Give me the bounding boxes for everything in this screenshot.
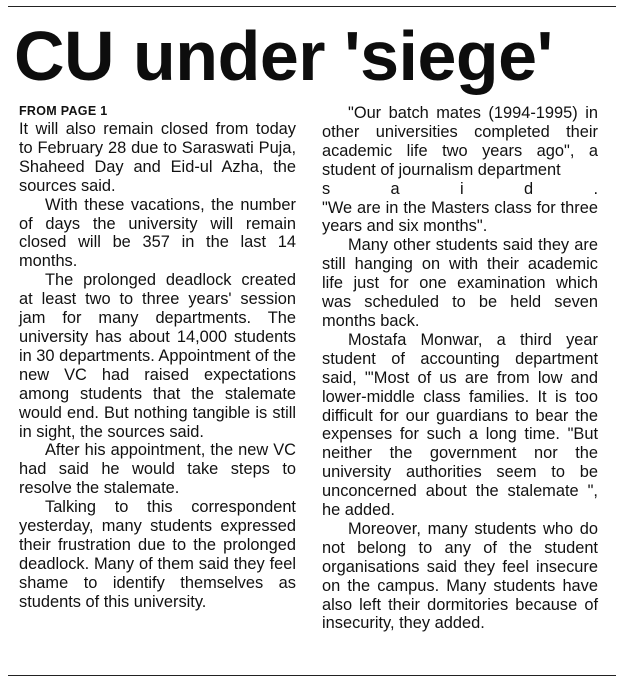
paragraph: "Our batch mates (1994-1995) in other universities completed their academic life two years ago", a student of journalism department [322,104,598,179]
spread-said-line: s a i d . [322,179,598,198]
paragraph: Many other students said they are still hanging on with their academic life just for one examination which was scheduled to be held seven months back. [322,236,598,330]
article-column-right [322,104,598,633]
paragraph: Talking to this correspondent yesterday, many students expressed their frustration due to the prolonged deadlock. Many of them said they feel shame to identify themselves as students of this university. [19,498,296,611]
paragraph: After his appointment, the new VC had said he would take steps to resolve the stalemate. [19,441,296,498]
top-rule [8,6,616,7]
headline: CU under 'siege' [14,17,553,95]
paragraph: The prolonged deadlock created at least two to three years' session jam for many departments. The university has about 14,000 students in 30 departments. Appointment of the new VC had raised expectations among students that the stalemate would end. But nothing tangible is still in sight, the sources said. [19,271,296,441]
paragraph: "We are in the Masters class for three years and six months". [322,198,598,236]
article-column-left [19,104,296,612]
paragraph: Mostafa Monwar, a third year student of accounting department said, "'Most of us are from low and lower-middle class families. It is too difficult for our guardians to bear the expenses for such a long time. "But neither the government nor the university authorities seem to be unconcerned about the stalemate ", he added. [322,330,598,520]
paragraph: Moreover, many students who do not belong to any of the student organisations said they feel insecure on the campus. Many students have also left their dormitories because of insecurity, they added. [322,519,598,633]
bottom-rule [8,675,616,676]
continuation-kicker: FROM PAGE 1 [19,104,108,118]
paragraph: It will also remain closed from today to February 28 due to Saraswati Puja, Shaheed Day and Eid-ul Azha, the sources said. [19,120,296,195]
paragraph: With these vacations, the number of days the university will remain closed will be 357 in the last 14 months. [19,195,296,271]
